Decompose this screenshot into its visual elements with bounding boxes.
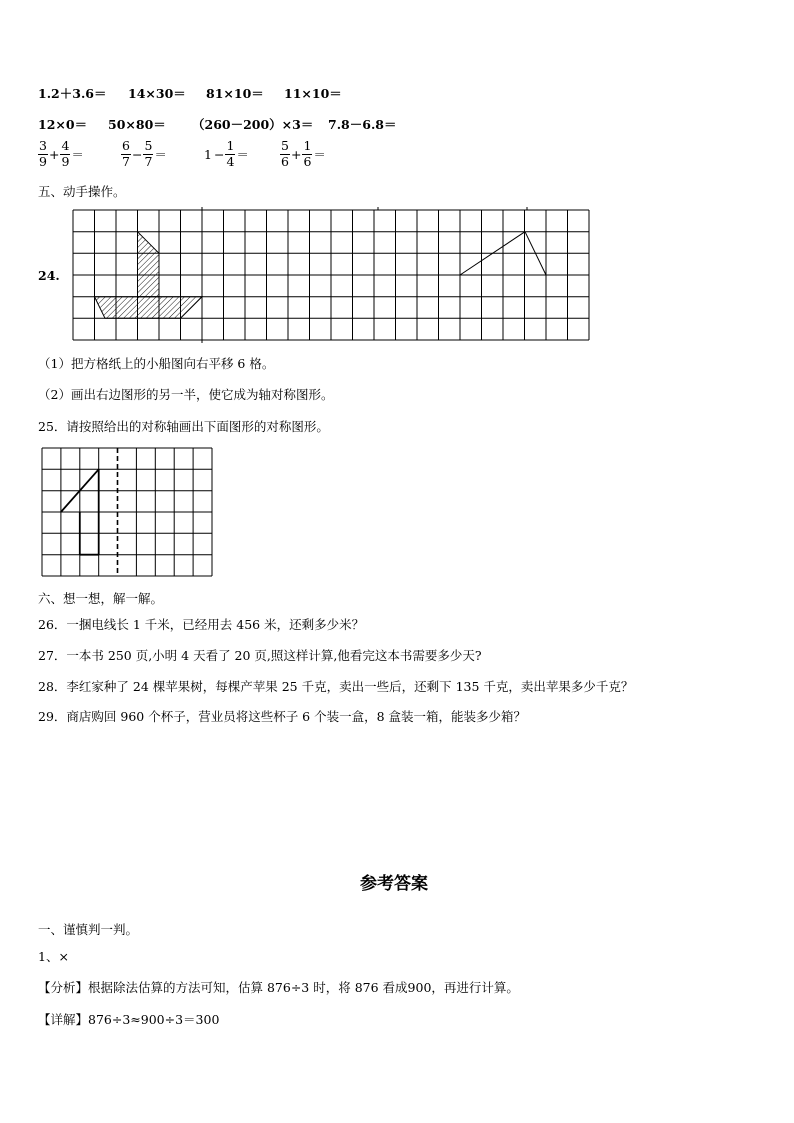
equals: ＝ [313, 147, 326, 162]
numerator: 3 [39, 138, 47, 153]
question-26: 26．一捆电线长 1 千米，已经用去 456 米，还剩多少米？ [38, 617, 365, 632]
question-24-sub1: （1）把方格纸上的小船图向右平移 6 格。 [38, 356, 275, 371]
question-27: 27．一本书 250 页,小明 4 天看了 20 页,照这样计算,他看完这本书需要多少天? [38, 648, 482, 663]
fraction-expr-1 [38, 140, 85, 168]
question-28: 28．李红家种了 24 棵苹果树，每棵产苹果 25 千克，卖出一些后，还剩下 135 千克，卖出苹果多少千克？ [38, 679, 634, 694]
denominator: 9 [61, 153, 70, 169]
section-heading-5: 五、动手操作。 [38, 184, 126, 199]
denominator: 7 [122, 153, 130, 169]
calc-2-3: （260－200）×3＝ [192, 117, 314, 132]
calc-1-1: 1.2＋3.6＝ [38, 86, 107, 101]
fraction-expr-2 [121, 140, 168, 168]
question-25: 25．请按照给出的对称轴画出下面图形的对称图形。 [38, 419, 329, 434]
calc-1-3: 81×10＝ [206, 86, 264, 101]
numerator: 1 [226, 138, 235, 153]
calc-2-2: 50×80＝ [108, 117, 166, 132]
operator: − [213, 146, 225, 162]
operator: + [290, 146, 302, 162]
equals: ＝ [154, 147, 167, 162]
question-24-number: 24. [38, 268, 60, 283]
denominator: 4 [226, 153, 235, 169]
numerator: 4 [61, 138, 70, 153]
section-heading-6: 六、想一想，解一解。 [38, 591, 164, 606]
answer-1-detail: 【详解】876÷3≈900÷3＝300 [38, 1012, 220, 1027]
numerator: 5 [144, 138, 153, 153]
whole-number: 1 [204, 146, 212, 162]
denominator: 7 [144, 153, 153, 169]
answer-1-analysis: 【分析】根据除法估算的方法可知，估算 876÷3 时，将 876 看成900，再进行计算。 [38, 980, 519, 995]
question-24-sub2: （2）画出右边图形的另一半，使它成为轴对称图形。 [38, 387, 334, 402]
equals: ＝ [71, 147, 84, 162]
operator: − [131, 146, 143, 162]
grid-figure-25 [42, 448, 213, 578]
answer-1-number: 1、× [38, 949, 69, 964]
answer-section-1: 一、谨慎判一判。 [38, 922, 139, 937]
denominator: 9 [39, 153, 47, 169]
grid-figure-24 [73, 210, 591, 341]
calc-2-1: 12×0＝ [38, 117, 88, 132]
operator: + [48, 146, 60, 162]
calc-2-4: 7.8－6.8＝ [328, 117, 397, 132]
denominator: 6 [281, 153, 289, 169]
denominator: 6 [303, 153, 312, 169]
calc-1-2: 14×30＝ [128, 86, 186, 101]
question-29: 29．商店购回 960 个杯子，营业员将这些杯子 6 个装一盒，8 盒装一箱，能装多少箱？ [38, 709, 527, 724]
numerator: 6 [122, 138, 130, 153]
calc-1-4: 11×10＝ [284, 86, 342, 101]
grid-lines [42, 448, 212, 576]
equals: ＝ [236, 147, 249, 162]
numerator: 1 [303, 138, 312, 153]
fraction-expr-3 [203, 140, 250, 168]
fraction-expr-4 [280, 140, 327, 168]
answer-title: 参考答案 [360, 874, 428, 894]
numerator: 5 [281, 138, 289, 153]
